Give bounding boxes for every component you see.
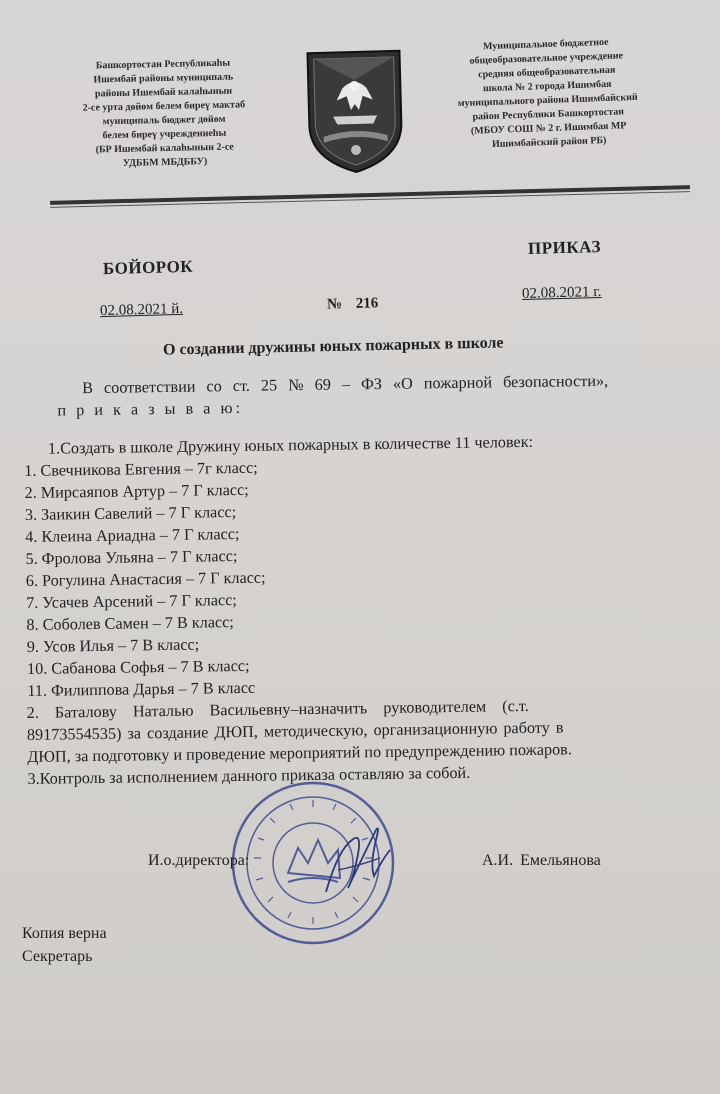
item-1: 1.Создать в школе Дружину юных пожарных в количестве 11 человек: [47,432,534,458]
header-left-line: Башкортостан Республикаһы [95,57,231,72]
header-left-line: (БР Ишембай калаһынын 2-се [95,141,234,156]
header-right-line: муниципального района Ишимбайский [457,91,638,110]
signatory-name: А.И. Емельянова [482,852,601,869]
signatory-title: И.о.директора: [148,852,250,869]
header-left-line: муниципаль бюджет дөйөм [102,113,226,128]
list-item: 3. Заикин Савелий – 7 Г класс; [24,503,237,524]
header-right-line: (МБОУ СОШ № 2 г. Ишимбая МР [470,120,627,137]
order-number [327,295,379,313]
date-bashkir: 02.08.2021 й. [99,300,184,320]
header-divider-thick [50,185,690,205]
order-word: п р и к а з ы в а ю: [57,398,244,420]
title-russian: ПРИКАЗ [527,237,602,258]
order-body [22,368,720,790]
header-right-line: Муниципальное бюджетное [482,36,609,53]
item-2-line-3: ДЮП, за подготовку и проведение мероприятий по предупреждению пожаров. [27,740,572,766]
list-item: 9. Усов Илья – 7 В класс; [26,635,200,656]
order-subject: О создании дружины юных пожарных в школе [162,334,504,359]
list-item: 2. Мирсаяпов Артур – 7 Г класс; [24,480,249,502]
header-right-line: средняя общеобразовательная [478,64,616,81]
number-value: 216 [355,295,379,312]
list-item: 5. Фролова Ульяна – 7 Г класс; [25,547,238,568]
header-left-line: белем бирeү учреждениеһы [102,127,227,142]
list-item: 11. Филиппова Дарья – 7 В класс [27,678,256,700]
handwritten-signature-icon [318,810,398,910]
item-3: 3.Контроль за исполнением данного приказа оставляю за собой. [27,763,471,788]
list-item: 8. Соболев Самен – 7 В класс; [26,613,234,634]
list-item: 1. Свечникова Евгения – 7г класс; [24,458,258,480]
list-item: 10. Сабанова Софья – 7 В класс; [26,656,250,678]
date-russian: 02.08.2021 г. [521,283,602,303]
header-bashkir-block [57,56,271,172]
header-right-line: Ишимбайский район РБ) [491,134,607,150]
preamble: В соответствии со ст. 25 № 69 – ФЗ «О пожарной безопасности», [82,371,609,398]
item-2-line-2: 89173554535) за создание ДЮП, методическую, организационную работу в [26,718,564,744]
secretary-label: Секретарь [22,948,93,965]
item-2-line-1-text: 2. Баталову Наталью Васильевну–назначить руководителем (с.т. [26,696,529,722]
copy-certified: Копия верна [22,925,107,942]
header-russian-block [438,34,657,153]
header-left-line: УДББМ МБДББУ) [122,156,208,169]
number-label: № [326,296,343,313]
header-right-line: школа № 2 города Ишимбая [482,78,612,95]
title-bashkir: БОЙОРОК [102,256,194,279]
header-right-line: район Республики Башкортостан [472,106,625,123]
list-item: 7. Усачев Арсений – 7 Г класс; [26,591,237,612]
header-left-line: Ишембай районы муниципаль [93,71,234,86]
header-left-line: 2-се урта дөйөм белем бирeү мактаб [82,99,246,114]
list-item: 6. Рогулина Анастасия – 7 Г класс; [25,568,266,590]
list-item: 4. Клеина Ариадна – 7 Г класс; [25,524,240,546]
order-items [23,428,720,790]
header-right-line: общеобразовательное учреждение [469,50,624,67]
coat-of-arms-icon [301,45,408,178]
header-left-line: районы Ишембай калаһынын [94,85,233,100]
